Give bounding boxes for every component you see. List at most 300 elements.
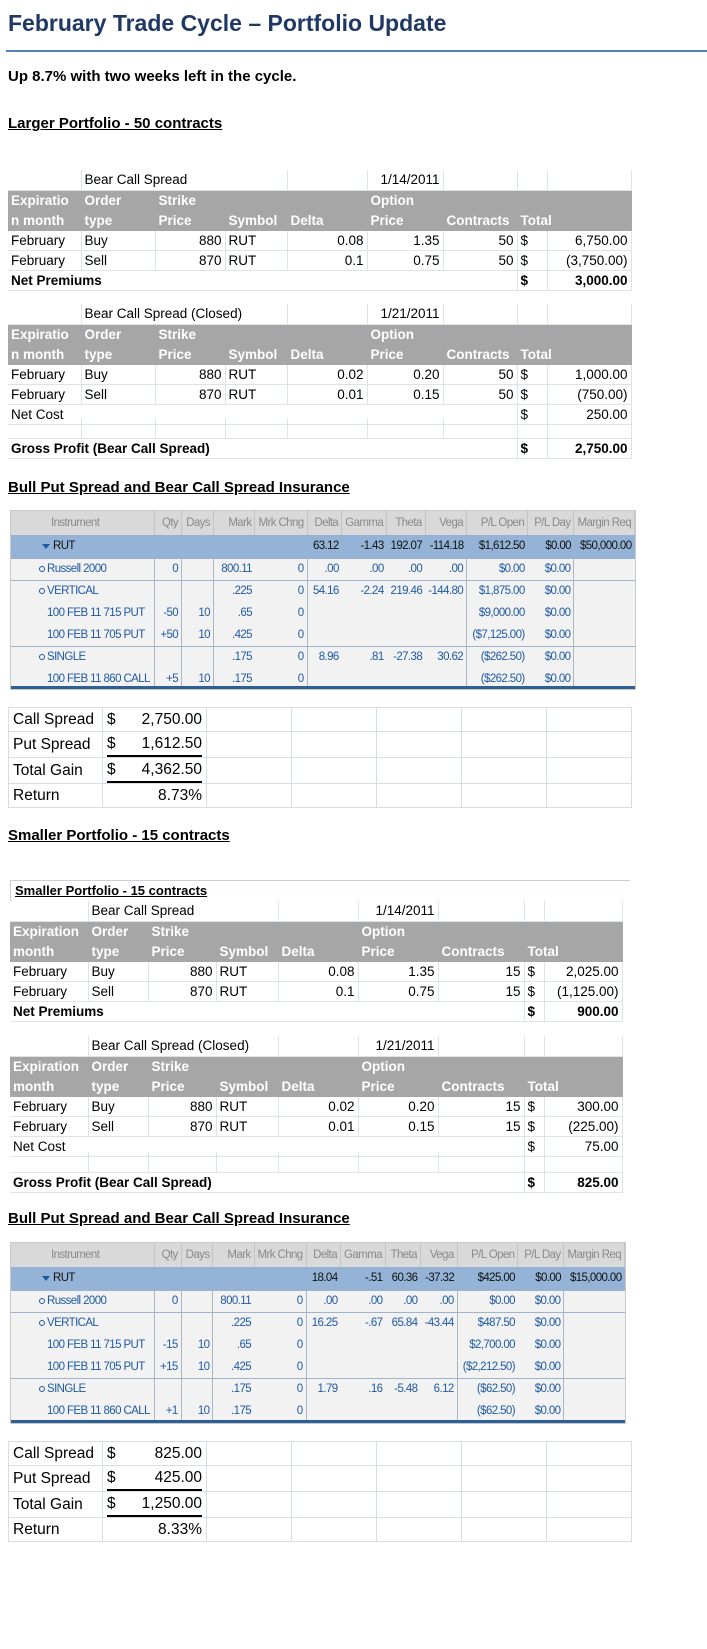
small-insurance-heading: Bull Put Spread and Bear Call Spread Insurance: [8, 1210, 350, 1227]
cell: [287, 304, 367, 324]
panel-scroll-edge: [11, 1420, 625, 1423]
position-cell: [11, 1312, 155, 1334]
cell: [207, 732, 292, 758]
position-cell: [385, 1334, 420, 1356]
position-cell: [420, 1334, 457, 1356]
column-header: Strike: [148, 1056, 216, 1076]
position-cell: +5: [155, 668, 182, 690]
cell: [207, 1442, 292, 1466]
position-cell: $0.00: [518, 1334, 564, 1356]
cell: [292, 1466, 377, 1492]
trade-cell: 15: [438, 981, 524, 1001]
position-group-row[interactable]: [11, 1290, 625, 1312]
group-expand-icon[interactable]: [39, 1320, 45, 1326]
positions-column-header[interactable]: Days: [181, 1243, 213, 1267]
position-cell: 0: [255, 602, 307, 624]
cell: [547, 1518, 632, 1542]
positions-column-header[interactable]: Mrk Chng: [254, 1243, 306, 1267]
position-cell: 0: [254, 1356, 306, 1378]
position-cell: ($262.50): [480, 673, 525, 685]
summary-row: [9, 1442, 632, 1466]
group-expand-icon[interactable]: [39, 588, 45, 594]
column-header: [225, 324, 287, 344]
underlying-cell: [213, 535, 255, 558]
spread-label-row: [8, 170, 631, 190]
positions-column-header[interactable]: P/L Open: [467, 511, 528, 535]
cell: [216, 1152, 278, 1172]
positions-header-row: [11, 1243, 625, 1267]
trade-cell: February: [8, 384, 81, 404]
cell: [438, 1036, 524, 1056]
trade-row: [8, 384, 631, 404]
summary-amount-wrap: [107, 758, 202, 783]
column-header: Price: [155, 344, 225, 364]
cell: [524, 901, 544, 921]
positions-column-header[interactable]: P/L Day: [518, 1243, 564, 1267]
position-cell: 0: [254, 1312, 306, 1334]
position-cell: 30.62: [425, 646, 466, 668]
trade-date: 1/21/2011: [367, 304, 443, 324]
trade-cell: 870: [148, 981, 216, 1001]
position-cell: [11, 1334, 155, 1356]
cell: [377, 1442, 462, 1466]
cell: [443, 418, 517, 438]
net-label: Net Cost: [8, 404, 517, 424]
small-gross-profit-table: [10, 1152, 623, 1193]
summary-currency: $: [107, 1495, 116, 1512]
position-cell: [182, 580, 214, 602]
trade-cell: 1,000.00: [547, 364, 631, 384]
gross-profit-currency: $: [524, 1172, 544, 1192]
cell: [8, 418, 81, 438]
position-cell: [11, 1356, 155, 1378]
position-cell: +1: [155, 1400, 181, 1422]
underlying-symbol: RUT: [53, 540, 75, 553]
cell: [155, 418, 225, 438]
position-leg-row[interactable]: [11, 1400, 625, 1422]
position-cell: 6.12: [420, 1378, 457, 1400]
summary-row: [9, 784, 632, 808]
trade-cell: (1,125.00): [544, 981, 622, 1001]
position-cell: .225: [213, 1312, 254, 1334]
underlying-cell: 63.12: [307, 535, 342, 558]
position-name: Russell 2000: [47, 1295, 107, 1307]
position-cell: $0.00: [528, 580, 574, 602]
spread-label: Bear Call Spread: [81, 170, 287, 190]
summary-value: 4,362.50: [141, 761, 202, 778]
column-header: Option: [358, 921, 438, 941]
spread-label: Bear Call Spread (Closed): [88, 1036, 278, 1056]
position-cell: .00: [342, 558, 387, 580]
column-header: [216, 1056, 278, 1076]
positions-column-header[interactable]: Margin Req: [564, 1243, 625, 1267]
cell: [517, 418, 547, 438]
position-cell: .225: [213, 580, 255, 602]
position-cell: [564, 1356, 625, 1378]
trade-cell: 0.08: [278, 961, 358, 981]
position-cell: $0.00: [518, 1356, 564, 1378]
underlying-cell: [155, 1267, 181, 1290]
summary-value: 1,250.00: [141, 1495, 202, 1512]
positions-column-header[interactable]: Qty: [155, 511, 182, 535]
summary-amount-wrap: [107, 708, 202, 731]
column-header: Order: [88, 1056, 148, 1076]
underlying-cell: [182, 535, 214, 558]
position-leg-row[interactable]: [11, 1334, 625, 1356]
positions-column-header[interactable]: Gamma: [342, 511, 387, 535]
cell: [287, 170, 367, 190]
position-cell: [306, 1334, 340, 1356]
position-cell: [341, 1356, 386, 1378]
column-header: [438, 921, 524, 941]
position-cell: 10: [181, 1356, 213, 1378]
small-broker-positions-panel: [10, 1242, 626, 1424]
position-cell: [574, 602, 635, 624]
position-cell: $0.00: [528, 624, 574, 646]
position-cell: [420, 1356, 457, 1378]
column-header: Contracts: [438, 1076, 524, 1096]
position-cell: -2.24: [342, 580, 387, 602]
position-name: VERTICAL: [47, 1317, 99, 1330]
column-header: type: [81, 344, 155, 364]
position-cell: [342, 602, 387, 624]
title-divider: [6, 50, 707, 52]
trade-cell: 50: [443, 364, 517, 384]
column-header: [524, 1056, 622, 1076]
position-cell: $0.00: [518, 1290, 564, 1312]
position-cell: -43.44: [420, 1312, 457, 1334]
position-cell: $0.00: [528, 646, 574, 668]
underlying-cell: -.51: [341, 1267, 386, 1290]
position-cell: .00: [385, 1290, 420, 1312]
cell: [278, 1036, 358, 1056]
position-cell: .175: [232, 673, 252, 685]
column-header: Delta: [287, 210, 367, 230]
expand-arrow-icon[interactable]: [42, 544, 50, 549]
page-title: February Trade Cycle – Portfolio Update: [8, 10, 447, 36]
underlying-cell: $15,000.00: [564, 1267, 625, 1290]
cell: [292, 708, 377, 732]
group-expand-icon[interactable]: [39, 654, 45, 660]
position-cell: 1.79: [306, 1378, 340, 1400]
position-cell: [182, 646, 214, 668]
underlying-row[interactable]: [11, 1267, 625, 1290]
position-cell: -.67: [341, 1312, 386, 1334]
position-cell: .425: [231, 1360, 252, 1373]
position-cell: $0.00: [518, 1312, 564, 1334]
positions-column-header[interactable]: Theta: [387, 511, 425, 535]
cell: [377, 784, 462, 808]
position-cell: $0.00: [528, 602, 574, 624]
net-label: Net Cost: [10, 1136, 524, 1156]
position-leg-row[interactable]: [11, 1356, 625, 1378]
summary-amount-wrap: [107, 732, 202, 757]
position-cell: 10: [182, 624, 214, 646]
column-header: type: [88, 1076, 148, 1096]
trade-cell: $: [524, 1096, 544, 1116]
column-header: Price: [148, 941, 216, 961]
small-closed-table: [10, 1036, 623, 1157]
column-header: Symbol: [225, 210, 287, 230]
expand-arrow-icon[interactable]: [42, 1276, 50, 1281]
column-header: Expiratio: [8, 324, 81, 344]
summary-amount-wrap: [107, 1466, 202, 1491]
trade-cell: 1.35: [367, 230, 443, 250]
position-cell: [155, 1312, 181, 1334]
position-cell: 0: [255, 624, 307, 646]
trade-row: [10, 1096, 622, 1116]
trade-cell: 880: [155, 364, 225, 384]
positions-column-header[interactable]: P/L Open: [457, 1243, 518, 1267]
position-cell: [11, 558, 155, 580]
position-group-row[interactable]: [11, 580, 635, 602]
underlying-cell: [11, 1267, 155, 1290]
underlying-cell: 60.36: [385, 1267, 420, 1290]
position-cell: [155, 580, 182, 602]
trade-row: [8, 364, 631, 384]
trade-cell: 50: [443, 250, 517, 270]
cell: [377, 732, 462, 758]
trade-cell: 0.02: [287, 364, 367, 384]
positions-table: [11, 1243, 625, 1422]
trade-cell: February: [10, 1116, 88, 1136]
positions-column-header[interactable]: Days: [182, 511, 214, 535]
summary-row: [9, 1492, 632, 1518]
cell: [278, 901, 358, 921]
position-name: 100 FEB 11 715 PUT: [47, 1339, 145, 1351]
positions-column-header[interactable]: Mrk Chng: [255, 511, 307, 535]
cell: [377, 1518, 462, 1542]
position-cell: -144.80: [425, 580, 466, 602]
position-cell: [11, 1378, 155, 1400]
cell: [377, 1492, 462, 1518]
column-header: Price: [367, 344, 443, 364]
positions-column-header[interactable]: P/L Day: [528, 511, 574, 535]
underlying-cell: [213, 1267, 254, 1290]
positions-column-header[interactable]: Delta: [306, 1243, 340, 1267]
position-name: 100 FEB 11 705 PUT: [47, 1360, 145, 1373]
trade-cell: 0.01: [278, 1116, 358, 1136]
trade-cell: 50: [443, 230, 517, 250]
position-cell: $0.00: [518, 1378, 564, 1400]
cell: [10, 1036, 88, 1056]
cell: [292, 1492, 377, 1518]
position-leg-row[interactable]: [11, 624, 635, 646]
position-group-row[interactable]: [11, 1378, 625, 1400]
cell: [207, 1492, 292, 1518]
net-row: [10, 1001, 622, 1021]
trade-cell: (750.00): [547, 384, 631, 404]
column-header: type: [88, 941, 148, 961]
trade-date: 1/21/2011: [358, 1036, 438, 1056]
summary-label: Put Spread: [9, 1466, 103, 1492]
position-cell: [341, 1400, 386, 1422]
cell: [10, 1152, 88, 1172]
summary-amount: [103, 1442, 207, 1466]
summary-amount-wrap: [107, 784, 202, 807]
cell: [292, 1442, 377, 1466]
summary-row: [9, 732, 632, 758]
positions-column-header[interactable]: Margin Req: [574, 511, 635, 535]
column-header-row: [10, 941, 622, 961]
trade-cell: February: [8, 250, 81, 270]
summary-label: Put Spread: [9, 732, 103, 758]
cell: [517, 170, 547, 190]
position-cell: [564, 1400, 625, 1422]
net-currency: $: [517, 404, 547, 424]
column-header: [278, 1056, 358, 1076]
summary-currency: $: [107, 711, 116, 728]
column-header: Price: [148, 1076, 216, 1096]
column-header: Option: [367, 190, 443, 210]
position-name: SINGLE: [47, 651, 86, 664]
positions-column-header[interactable]: Gamma: [341, 1243, 386, 1267]
summary-label: Return: [9, 1518, 103, 1542]
positions-column-header[interactable]: Vega: [425, 511, 466, 535]
trade-cell: RUT: [216, 1096, 278, 1116]
position-cell: +15: [155, 1356, 181, 1378]
trade-cell: $: [524, 961, 544, 981]
trade-cell: RUT: [225, 384, 287, 404]
position-name: Russell 2000: [47, 563, 107, 575]
position-cell: 16.25: [306, 1312, 340, 1334]
large-gross-profit-table: [8, 418, 632, 459]
cell: [462, 1442, 547, 1466]
position-cell: [155, 646, 182, 668]
position-group-row[interactable]: [11, 558, 635, 580]
large-closed-table: [8, 304, 632, 425]
cell: [544, 1152, 622, 1172]
summary-currency: $: [107, 761, 116, 778]
column-header: Price: [155, 210, 225, 230]
position-cell: 10: [181, 1334, 213, 1356]
net-row: [8, 270, 631, 290]
trade-date: 1/14/2011: [367, 170, 443, 190]
column-header-row: [8, 324, 631, 344]
spread-label-row: [8, 304, 631, 324]
net-currency: $: [524, 1001, 544, 1021]
position-cell: -50: [155, 602, 182, 624]
position-cell: [11, 624, 155, 646]
position-cell: +50: [155, 624, 182, 646]
position-cell: [11, 580, 155, 602]
column-header-row: [10, 921, 622, 941]
group-expand-icon[interactable]: [39, 1298, 45, 1304]
trade-cell: $: [524, 1116, 544, 1136]
position-leg-row[interactable]: [11, 602, 635, 624]
positions-column-header[interactable]: Mark: [213, 511, 255, 535]
cell: [547, 1442, 632, 1466]
position-cell: 10: [182, 668, 214, 690]
summary-value: 2,750.00: [141, 711, 202, 728]
cell: [377, 758, 462, 784]
underlying-row[interactable]: [11, 535, 635, 558]
column-header-row: [8, 344, 631, 364]
position-cell: [306, 1400, 340, 1422]
position-cell: [155, 1378, 181, 1400]
spread-label-row: [10, 901, 622, 921]
positions-column-header[interactable]: Instrument: [11, 511, 155, 535]
summary-label: Total Gain: [9, 758, 103, 784]
cell: [438, 901, 524, 921]
position-cell: [385, 1400, 420, 1422]
column-header: Symbol: [216, 941, 278, 961]
cell: [287, 418, 367, 438]
trade-cell: 0.15: [367, 384, 443, 404]
trade-cell: 6,750.00: [547, 230, 631, 250]
summary-value: 825.00: [154, 1445, 202, 1462]
cell: [81, 418, 155, 438]
position-cell: .00: [420, 1290, 457, 1312]
positions-column-header[interactable]: Theta: [385, 1243, 420, 1267]
trade-cell: 0.20: [358, 1096, 438, 1116]
trade-cell: 0.75: [367, 250, 443, 270]
panel-scroll-edge: [11, 686, 635, 689]
cell: [547, 784, 632, 808]
position-group-row[interactable]: [11, 1312, 625, 1334]
position-group-row[interactable]: [11, 646, 635, 668]
cell: [443, 170, 517, 190]
trade-cell: Buy: [81, 364, 155, 384]
trade-cell: Sell: [88, 1116, 148, 1136]
trade-cell: 300.00: [544, 1096, 622, 1116]
column-header: Delta: [287, 344, 367, 364]
trade-cell: 15: [438, 961, 524, 981]
trade-row: [10, 1116, 622, 1136]
underlying-cell: $0.00: [528, 535, 574, 558]
cell: [462, 784, 547, 808]
positions-column-header[interactable]: Delta: [307, 511, 342, 535]
underlying-cell: [181, 1267, 213, 1290]
position-cell: [11, 602, 155, 624]
column-header: [524, 921, 622, 941]
column-header: month: [10, 941, 88, 961]
trade-cell: Buy: [88, 961, 148, 981]
net-value: 250.00: [547, 404, 631, 424]
column-header: month: [10, 1076, 88, 1096]
position-cell: $9,000.00: [478, 607, 525, 619]
positions-column-header[interactable]: Instrument: [11, 1243, 155, 1267]
cell: [207, 1518, 292, 1542]
gross-profit-value: 825.00: [544, 1172, 622, 1192]
trade-cell: Sell: [81, 384, 155, 404]
position-cell: [574, 624, 635, 646]
positions-column-header[interactable]: Mark: [213, 1243, 254, 1267]
cell: [377, 1466, 462, 1492]
column-header: Expiration: [10, 921, 88, 941]
group-expand-icon[interactable]: [39, 566, 45, 572]
underlying-cell: 18.04: [306, 1267, 340, 1290]
position-cell: .65: [237, 607, 252, 619]
underlying-cell: [155, 535, 182, 558]
position-cell: 65.84: [385, 1312, 420, 1334]
position-cell: $2,700.00: [469, 1339, 515, 1351]
position-cell: 0: [255, 558, 307, 580]
summary-label: Call Spread: [9, 708, 103, 732]
trade-cell: RUT: [216, 1116, 278, 1136]
cell: [524, 1036, 544, 1056]
position-cell: 219.46: [387, 580, 425, 602]
position-cell: [564, 1334, 625, 1356]
cell: [547, 732, 632, 758]
trade-row: [8, 250, 631, 270]
position-cell: ($2,212.50): [462, 1360, 515, 1373]
group-expand-icon[interactable]: [39, 1386, 45, 1392]
positions-column-header[interactable]: Vega: [420, 1243, 457, 1267]
underlying-cell: [11, 535, 155, 558]
positions-column-header[interactable]: Qty: [155, 1243, 181, 1267]
cell: [462, 708, 547, 732]
